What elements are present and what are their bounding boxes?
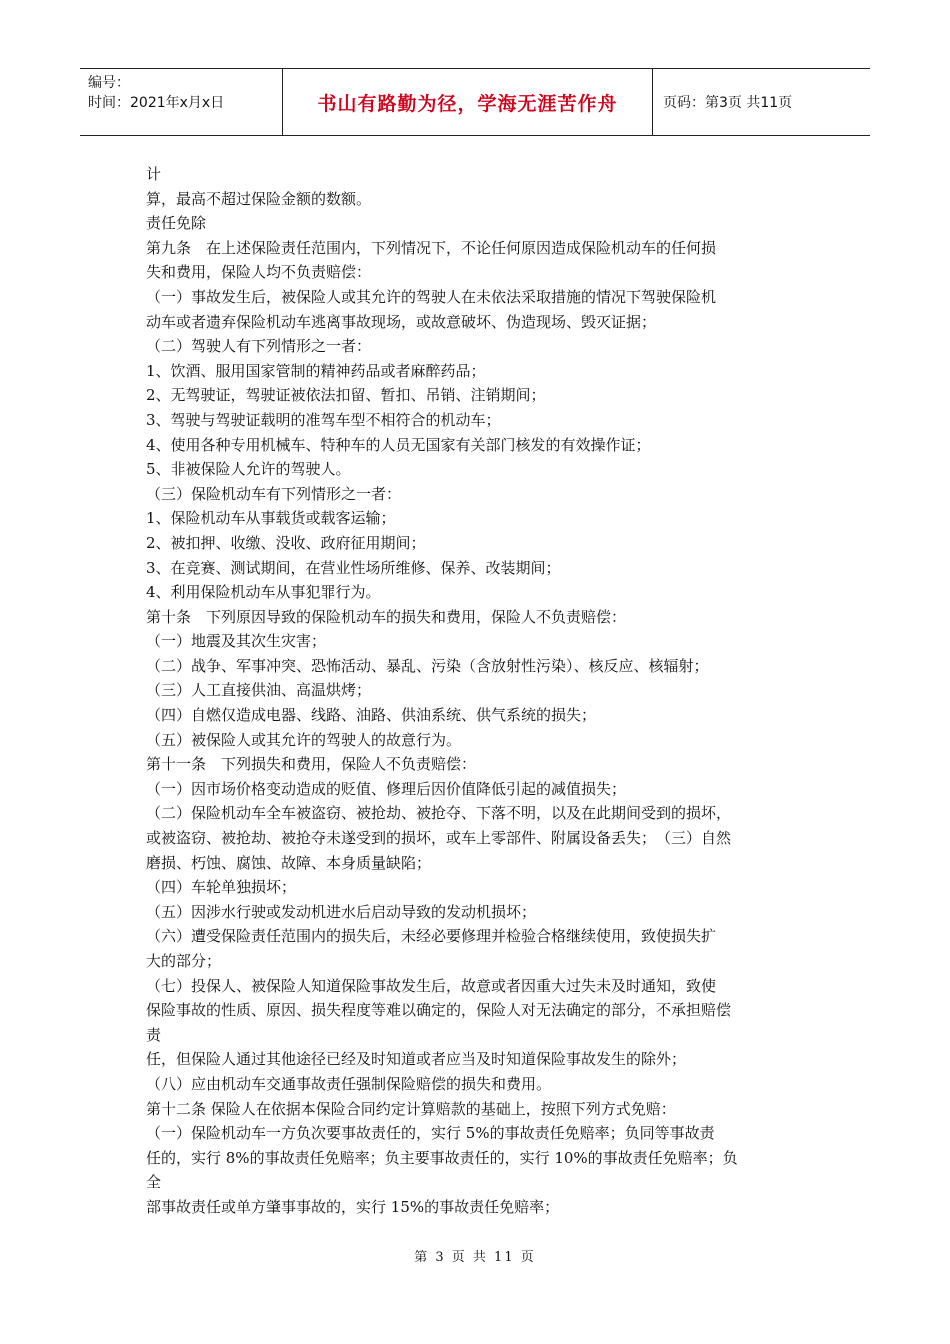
- body-line: 第十二条 保险人在依据本保险合同约定计算赔款的基础上，按照下列方式免赔：: [146, 1099, 676, 1118]
- body-line: （一）地震及其次生灾害；: [146, 632, 327, 651]
- body-line: 磨损、朽蚀、腐蚀、故障、本身质量缺陷；: [146, 853, 432, 872]
- body-line: （二）驾驶人有下列情形之一者：: [146, 337, 372, 356]
- body-line: 第十一条 下列损失和费用，保险人不负责赔偿：: [146, 755, 477, 774]
- body-line: 2、被扣押、收缴、没收、政府征用期间；: [146, 533, 426, 552]
- page-header: [80, 68, 870, 136]
- section-heading: 责任免除: [146, 214, 207, 233]
- header-page-info: 页码：第3页 共11页: [663, 95, 793, 111]
- body-line: （一）保险机动车一方负次要事故责任的，实行 5%的事故责任免赔率；负同等事故责: [146, 1124, 715, 1143]
- body-line: 任，但保险人通过其他途径已经及时知道或者应当及时知道保险事故发生的除外；: [146, 1050, 687, 1069]
- header-meta-cell: [80, 69, 283, 135]
- document-number-label: 编号：: [88, 75, 130, 91]
- body-line: （三）保险机动车有下列情形之一者：: [146, 484, 402, 503]
- body-line: 失和费用，保险人均不负责赔偿：: [146, 263, 372, 282]
- header-page-cell: [653, 69, 870, 135]
- body-line: 动车或者遗弃保险机动车逃离事故现场，或故意破坏、伪造现场、毁灭证据；: [146, 312, 657, 331]
- page-footer: 第 3 页 共 11 页: [414, 1250, 536, 1265]
- body-line: 4、使用各种专用机械车、特种车的人员无国家有关部门核发的有效操作证；: [146, 435, 651, 454]
- body-line: 全: [146, 1173, 162, 1192]
- body-line: 第十条 下列原因导致的保险机动车的损失和费用，保险人不负责赔偿：: [146, 607, 627, 626]
- body-line: 大的部分；: [146, 952, 222, 970]
- body-line: （二）战争、军事冲突、恐怖活动、暴乱、污染（含放射性污染）、核反应、核辐射；: [146, 656, 709, 675]
- body-line: （五）被保险人或其允许的驾驶人的故意行为。: [146, 730, 462, 749]
- body-line: 任的，实行 8%的事故责任免赔率；负主要事故责任的，实行 10%的事故责任免赔率；负: [146, 1148, 738, 1167]
- body-line: （五）因涉水行驶或发动机进水后启动导致的发动机损坏；: [146, 902, 537, 921]
- header-motto-cell: [283, 69, 653, 135]
- body-line: 1、饮酒、服用国家管制的精神药品或者麻醉药品；: [146, 361, 486, 380]
- body-line: 2、无驾驶证，驾驶证被依法扣留、暂扣、吊销、注销期间；: [146, 386, 546, 405]
- body-line: （六）遭受保险责任范围内的损失后，未经必要修理并检验合格继续使用，致使损失扩: [146, 927, 717, 946]
- document-body: [146, 162, 810, 1220]
- body-line: 计: [146, 165, 162, 183]
- body-line: 算，最高不超过保险金额的数额。: [146, 189, 372, 208]
- body-line: 责: [146, 1025, 162, 1044]
- body-line: 部事故责任或单方肇事事故的，实行 15%的事故责任免赔率；: [146, 1197, 560, 1216]
- body-line: （八）应由机动车交通事故责任强制保险赔偿的损失和费用。: [146, 1074, 552, 1093]
- body-line: 3、在竞赛、测试期间，在营业性场所维修、保养、改装期间；: [146, 558, 561, 577]
- body-line: （三）人工直接供油、高温烘烤；: [146, 681, 372, 700]
- body-line: 或被盗窃、被抢劫、被抢夺未遂受到的损坏，或车上零部件、附属设备丢失； （三）自然: [146, 829, 732, 848]
- body-line: 5、非被保险人允许的驾驶人。: [146, 460, 351, 479]
- body-line: 3、驾驶与驾驶证载明的准驾车型不相符合的机动车；: [146, 410, 501, 429]
- header-motto: 书山有路勤为径，学海无涯苦作舟: [317, 92, 618, 115]
- body-line: （二）保险机动车全车被盗窃、被抢劫、被抢夺、下落不明，以及在此期间受到的损坏，: [146, 804, 732, 823]
- body-line: （一）事故发生后，被保险人或其允许的驾驶人在未依法采取措施的情况下驾驶保险机: [146, 287, 717, 306]
- body-line: （四）车轮单独损坏；: [146, 878, 297, 897]
- body-line: 保险事故的性质、原因、损失程度等难以确定的，保险人对无法确定的部分，不承担赔偿: [146, 1001, 732, 1020]
- body-line: 1、保险机动车从事载货或载客运输；: [146, 509, 396, 528]
- body-line: 4、利用保险机动车从事犯罪行为。: [146, 583, 381, 602]
- body-line: （四）自燃仅造成电器、线路、油路、供油系统、供气系统的损失；: [146, 706, 597, 725]
- body-line: 第九条 在上述保险责任范围内，下列情况下，不论任何原因造成保险机动车的任何损: [146, 238, 717, 257]
- document-date-label: 时间：2021年x月x日: [88, 95, 225, 111]
- body-line: （七）投保人、被保险人知道保险事故发生后，故意或者因重大过失未及时通知，致使: [146, 976, 717, 995]
- body-line: （一）因市场价格变动造成的贬值、修理后因价值降低引起的减值损失；: [146, 779, 627, 798]
